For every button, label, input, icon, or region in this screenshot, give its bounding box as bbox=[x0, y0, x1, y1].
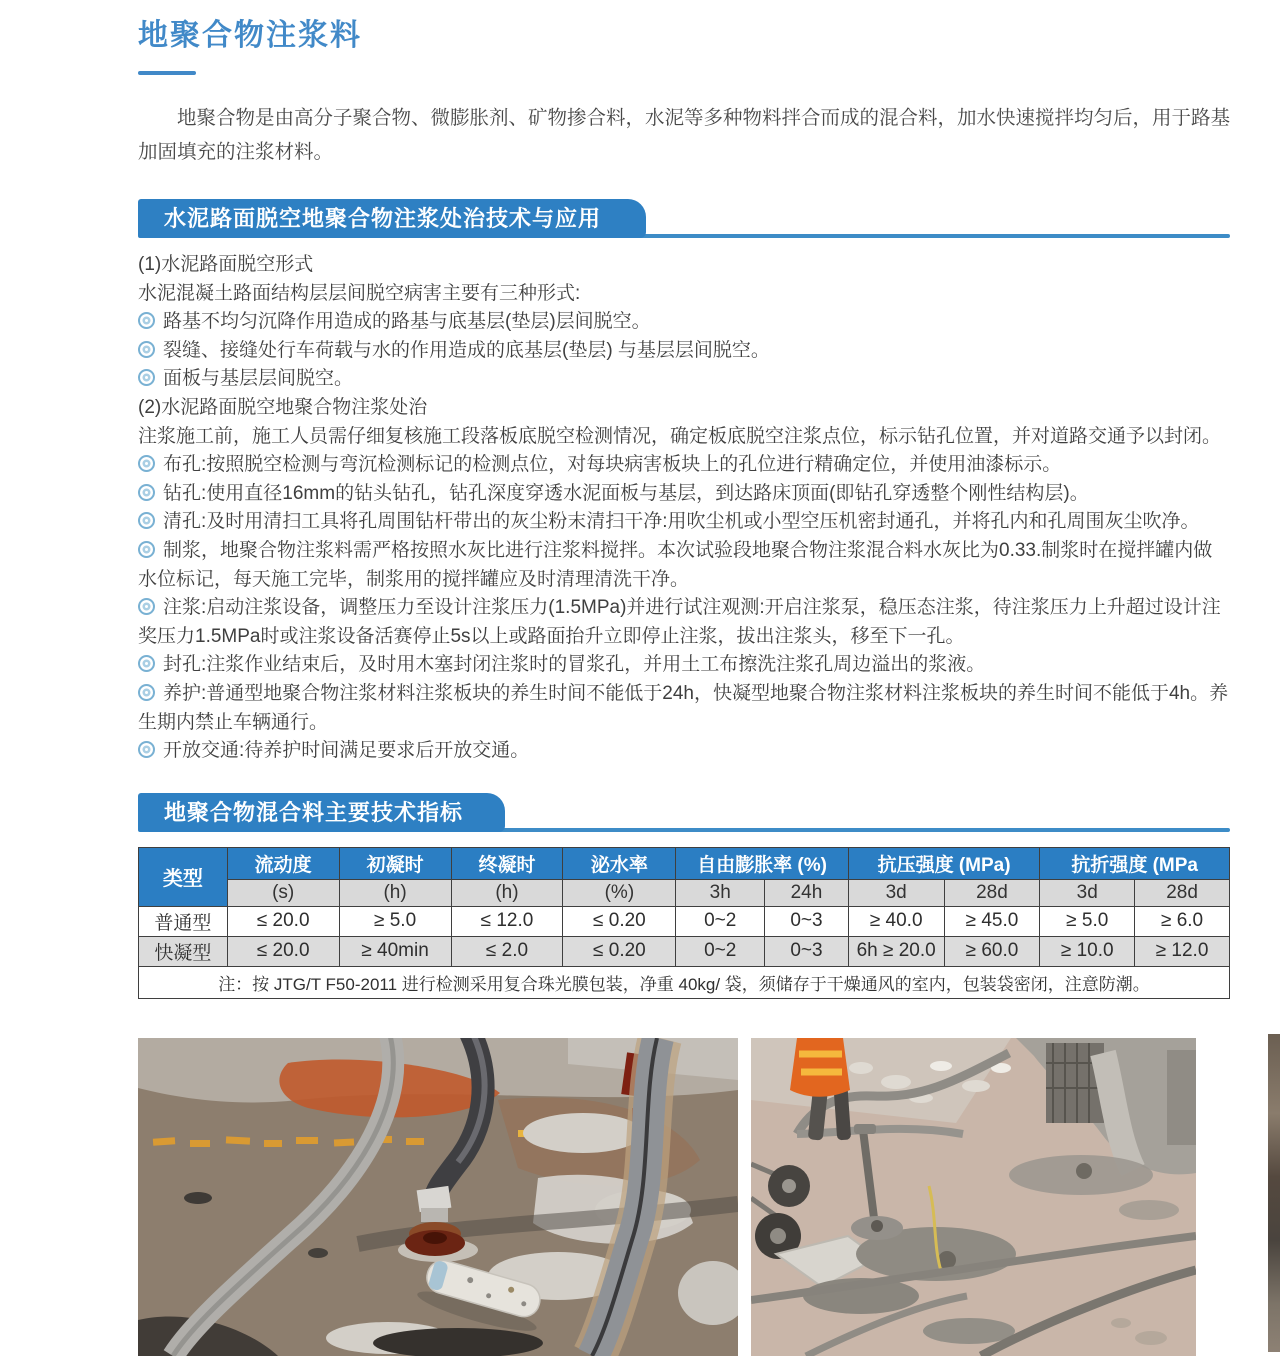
ring-bullet-icon bbox=[138, 741, 155, 758]
unit-cell: (h) bbox=[339, 879, 451, 906]
photo-grouting-port bbox=[138, 1038, 738, 1356]
value-cell: ≥ 45.0 bbox=[944, 906, 1040, 936]
section-header-2 bbox=[138, 793, 1230, 832]
bullet-line: 封孔:注浆作业结束后，及时用木塞封闭注浆时的冒浆孔，并用土工布擦洗注浆孔周边溢出的浆液。 bbox=[138, 651, 1230, 680]
value-cell: ≤ 20.0 bbox=[227, 936, 339, 966]
col-group-header: 抗压强度 (MPa) bbox=[848, 847, 1040, 879]
bullet-line: 裂缝、接缝处行车荷载与水的作用造成的底基层(垫层) 与基层层间脱空。 bbox=[138, 337, 1230, 366]
row-type-cell: 普通型 bbox=[139, 906, 228, 936]
section-header-2-label: 地聚合物混合料主要技术指标 bbox=[138, 793, 505, 832]
value-cell: ≤ 20.0 bbox=[227, 906, 339, 936]
col-header: 流动度 bbox=[227, 847, 339, 879]
value-cell: 6h ≥ 20.0 bbox=[848, 936, 944, 966]
text-line: 水泥混凝土路面结构层层间脱空病害主要有三种形式: bbox=[138, 282, 581, 304]
value-cell: ≤ 0.20 bbox=[563, 906, 676, 936]
text-line: (1)水泥路面脱空形式 bbox=[138, 254, 314, 275]
value-cell: 0~2 bbox=[676, 906, 765, 936]
value-cell: ≥ 40.0 bbox=[848, 906, 944, 936]
value-cell: ≤ 12.0 bbox=[451, 906, 563, 936]
bullet-line: 路基不均匀沉降作用造成的路基与底基层(垫层)层间脱空。 bbox=[138, 308, 1230, 337]
ring-bullet-icon bbox=[138, 541, 155, 558]
unit-cell: 28d bbox=[944, 879, 1040, 906]
unit-cell: 24h bbox=[765, 879, 849, 906]
photo-row bbox=[138, 1038, 1230, 1356]
value-cell: ≥ 12.0 bbox=[1135, 936, 1230, 966]
unit-cell: 3d bbox=[1040, 879, 1135, 906]
value-cell: ≥ 40min bbox=[339, 936, 451, 966]
unit-cell: (%) bbox=[563, 879, 676, 906]
bullet-line: 布孔:按照脱空检测与弯沉检测标记的检测点位，对每块病害板块上的孔位进行精确定位，并使用油漆标示。 bbox=[138, 451, 1230, 480]
col-group-header: 抗折强度 (MPa bbox=[1040, 847, 1230, 879]
unit-cell: (s) bbox=[227, 879, 339, 906]
ring-bullet-icon bbox=[138, 484, 155, 501]
col-group-header: 自由膨胀率 (%) bbox=[676, 847, 848, 879]
col-header: 初凝时 bbox=[339, 847, 451, 879]
value-cell: 0~2 bbox=[676, 936, 765, 966]
section-1-body bbox=[138, 251, 1230, 766]
col-type-header: 类型 bbox=[139, 847, 228, 906]
ring-bullet-icon bbox=[138, 369, 155, 386]
ring-bullet-icon bbox=[138, 655, 155, 672]
photo-construction-site bbox=[751, 1038, 1196, 1356]
value-cell: ≤ 0.20 bbox=[563, 936, 676, 966]
bullet-line: 清孔:及时用清扫工具将孔周围钻杆带出的灰尘粉末清扫干净:用吹尘机或小型空压机密封通孔，并将孔内和孔周围灰尘吹净。 bbox=[138, 508, 1230, 537]
value-cell: 0~3 bbox=[765, 906, 849, 936]
col-header: 终凝时 bbox=[451, 847, 563, 879]
ring-bullet-icon bbox=[138, 598, 155, 615]
bullet-line: 注浆:启动注浆设备，调整压力至设计注浆压力(1.5MPa)并进行试注观测:开启注浆泵，稳压态注浆，待注浆压力上升超过设计注奖压力1.5MPa时或注浆设备活赛停止5s以上或路面抬升立即停止注浆，拔出注浆头，移至下一孔。 bbox=[138, 597, 1221, 647]
ring-bullet-icon bbox=[138, 684, 155, 701]
section-header-1-label: 水泥路面脱空地聚合物注浆处治技术与应用 bbox=[138, 199, 646, 238]
title-underline bbox=[138, 71, 196, 75]
unit-cell: (h) bbox=[451, 879, 563, 906]
ring-bullet-icon bbox=[138, 512, 155, 529]
text-line: 注浆施工前，施工人员需仔细复核施工段落板底脱空检测情况，确定板底脱空注浆点位，标示钻孔位置，并对道路交通予以封闭。 bbox=[138, 425, 1222, 447]
section-header-1 bbox=[138, 199, 1230, 238]
bullet-line: 面板与基层层间脱空。 bbox=[138, 365, 1230, 394]
col-header: 泌水率 bbox=[563, 847, 676, 879]
bullet-line: 养护:普通型地聚合物注浆材料注浆板块的养生时间不能低于24h，快凝型地聚合物注浆材料注浆板块的养生时间不能低于4h。养生期内禁止车辆通行。 bbox=[138, 682, 1229, 733]
unit-cell: 3h bbox=[676, 879, 765, 906]
photo-edge-sliver bbox=[1268, 1034, 1280, 1352]
value-cell: ≥ 6.0 bbox=[1135, 906, 1230, 936]
bullet-line: 制浆，地聚合物注浆料需严格按照水灰比进行注浆料搅拌。本次试验段地聚合物注浆混合料水灰比为0.33.制浆时在搅拌罐内做水位标记，每天施工完毕，制浆用的搅拌罐应及时清理清洗干净。 bbox=[138, 539, 1213, 590]
unit-cell: 3d bbox=[848, 879, 944, 906]
table-note: 注：按 JTG/T F50-2011 进行检测采用复合珠光膜包装，净重 40kg/ 袋，须储存于干燥通风的室内，包装袋密闭，注意防潮。 bbox=[139, 966, 1230, 998]
row-type-cell: 快凝型 bbox=[139, 936, 228, 966]
bullet-line: 钻孔:使用直径16mm的钻头钻孔，钻孔深度穿透水泥面板与基层，到达路床顶面(即钻孔穿透整个刚性结构层)。 bbox=[138, 480, 1230, 509]
value-cell: 0~3 bbox=[765, 936, 849, 966]
table-row bbox=[139, 936, 1230, 966]
spec-table bbox=[138, 847, 1230, 999]
value-cell: ≥ 5.0 bbox=[339, 906, 451, 936]
ring-bullet-icon bbox=[138, 455, 155, 472]
value-cell: ≤ 2.0 bbox=[451, 936, 563, 966]
spec-table-wrap bbox=[138, 847, 1230, 999]
intro-paragraph: 地聚合物是由高分子聚合物、微膨胀剂、矿物掺合料，水泥等多种物料拌合而成的混合料，加水快速搅拌均匀后，用于路基加固填充的注浆材料。 bbox=[138, 107, 1231, 163]
value-cell: ≥ 10.0 bbox=[1040, 936, 1135, 966]
unit-cell: 28d bbox=[1135, 879, 1230, 906]
table-row bbox=[139, 906, 1230, 936]
page-title: 地聚合物注浆料 bbox=[138, 19, 362, 52]
text-line: (2)水泥路面脱空地聚合物注浆处治 bbox=[138, 396, 428, 418]
bullet-line: 开放交通:待养护时间满足要求后开放交通。 bbox=[138, 737, 1230, 766]
ring-bullet-icon bbox=[138, 341, 155, 358]
value-cell: ≥ 60.0 bbox=[944, 936, 1040, 966]
value-cell: ≥ 5.0 bbox=[1040, 906, 1135, 936]
ring-bullet-icon bbox=[138, 312, 155, 329]
